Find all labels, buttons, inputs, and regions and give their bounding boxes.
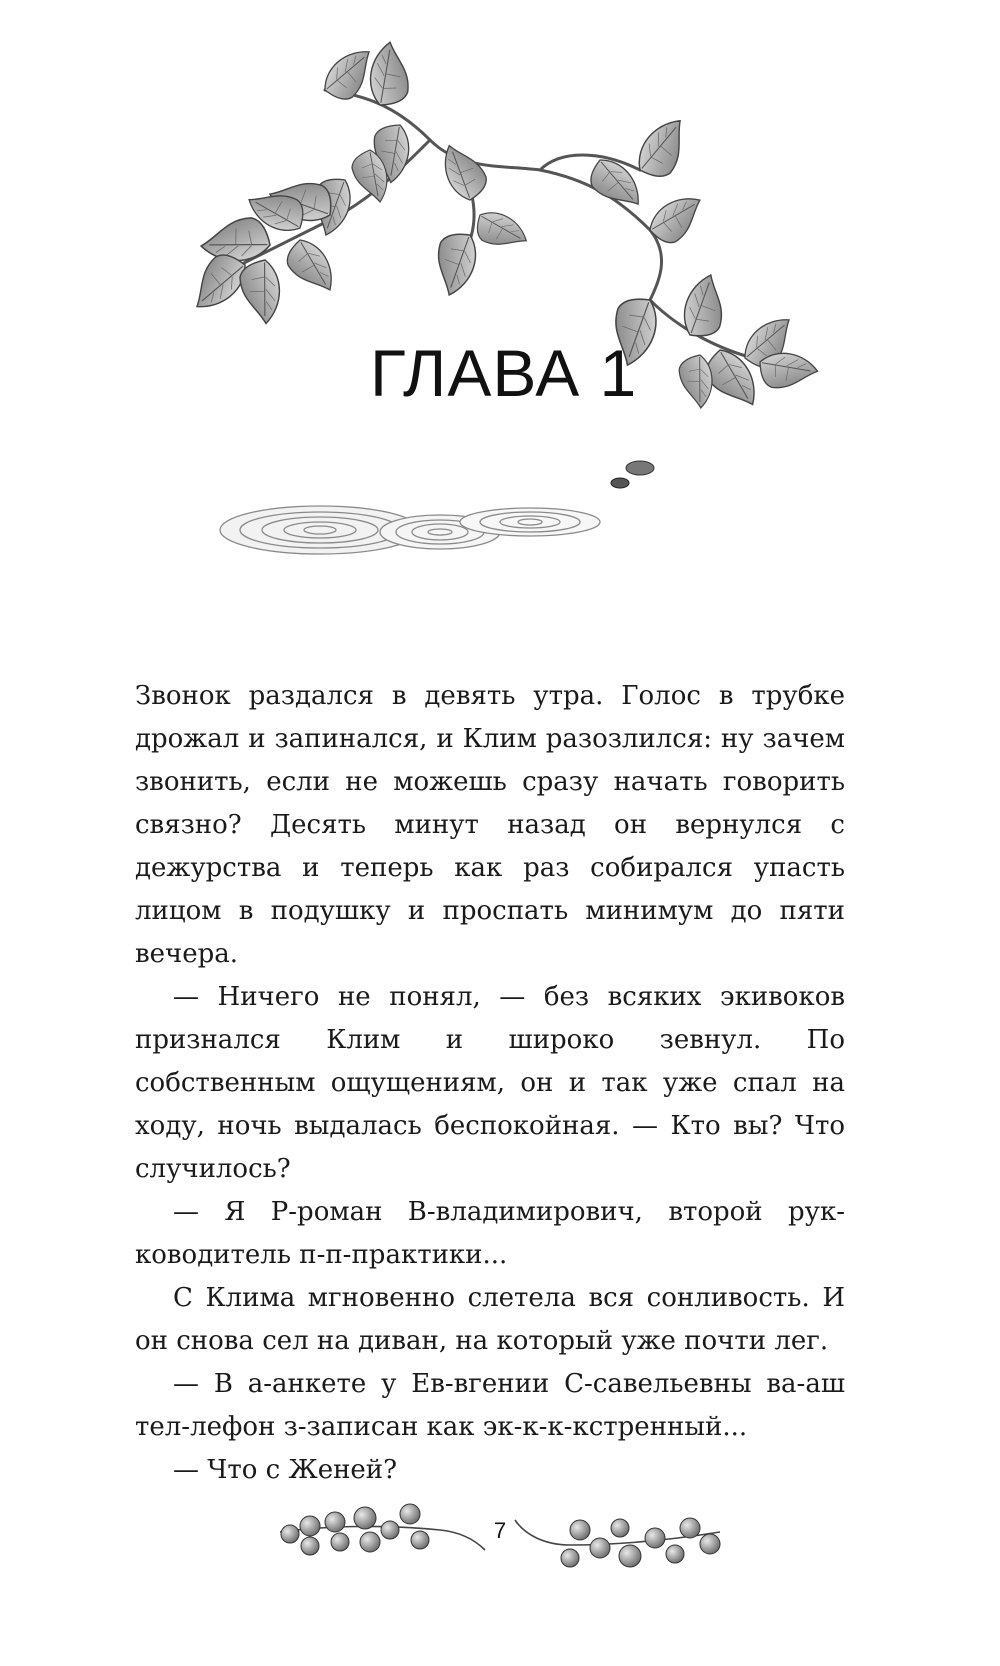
paragraph: С Клима мгновенно слетела вся сонливость. И он снова сел на диван, на который уже почти лег. (135, 1283, 845, 1356)
water-ripples-icon (220, 506, 600, 554)
chapter-text (135, 675, 845, 1492)
pebbles-icon (611, 461, 654, 488)
chapter-title: ГЛАВА 1 (370, 336, 638, 410)
paragraph: — В а-анкете у Ев-вгении С-савельевны ва-аш тел-лефон з-записан как эк-к-к-кстренный... (135, 1369, 845, 1442)
paragraph: — Ничего не понял, — без всяких экивоков признался Клим и широко зевнул. По собственным ощущениям, он и так уже спал на ходу, ночь выдалась беспокойная. — Кто вы? Что случилось? (135, 982, 845, 1184)
branch-illustration-icon (0, 0, 1000, 620)
paragraph: — Что с Женей? (173, 1455, 398, 1485)
page-number: 7 (493, 1518, 507, 1543)
paragraph: — Я Р-роман В-владимирович, второй рук-ководитель п-п-практики... (135, 1197, 845, 1270)
paragraph: Звонок раздался в девять утра. Голос в трубке дрожал и запинался, и Клим разозлился: ну зачем звонить, если не можешь сразу начать говорить связно? Десять минут назад он вернулся с дежурства и теперь как раз собирался упасть лицом в подушку и проспать минимум до пяти вечера. (135, 681, 845, 969)
